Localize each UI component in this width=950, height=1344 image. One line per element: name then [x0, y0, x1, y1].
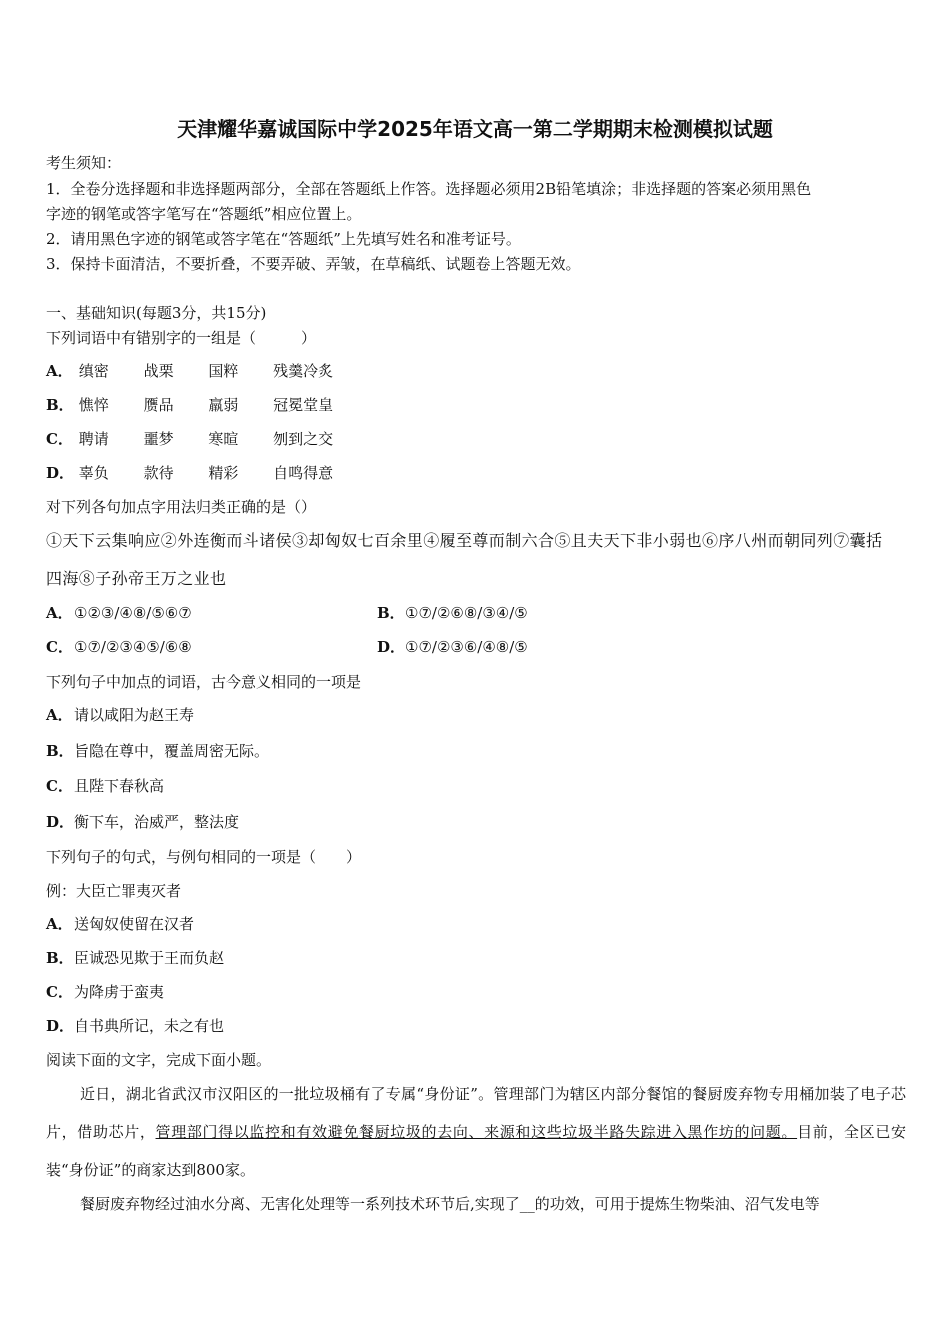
section-heading: 一、基础知识(每题3分，共15分): [46, 304, 267, 322]
option-label: A．: [46, 604, 73, 622]
option-label: A．: [46, 706, 73, 724]
q3-stem: 下列句子中加点的词语，古今意义相同的一项是: [46, 673, 362, 691]
option-text: ①②③/④⑧/⑤⑥⑦: [74, 604, 192, 622]
option-text: 送匈奴使留在汉者: [74, 915, 195, 933]
option-label: B．: [46, 949, 74, 967]
q4-stem: 下列句子的句式，与例句相同的一项是（ ）: [46, 848, 362, 866]
q1-option-b: [46, 394, 363, 415]
q4-option-d: [46, 1015, 224, 1036]
word: 冠冕堂皇: [273, 396, 334, 414]
reading-paragraph-1: [46, 1075, 906, 1189]
option-text: 请以咸阳为赵王寿: [74, 706, 195, 724]
q1-option-d: [46, 462, 363, 483]
word: 寒暄: [208, 430, 239, 448]
q3-option-d: [46, 811, 239, 832]
reading-instruction: 阅读下面的文字，完成下面小题。: [46, 1051, 272, 1069]
option-label: D．: [46, 1017, 75, 1035]
option-text: 且陛下春秋高: [74, 777, 165, 795]
q2-option-c: [46, 636, 192, 657]
underlined-sentence: 管理部门得以监控和有效避免餐厨垃圾的去向、来源和这些垃圾半路失踪进入黑作坊的问题。: [155, 1123, 798, 1141]
notice-item-3: 3．保持卡面清洁，不要折叠，不要弄破、弄皱，在草稿纸、试题卷上答题无效。: [46, 255, 581, 273]
q2-option-b: [377, 602, 528, 623]
notice-heading: 考生须知：: [46, 154, 122, 172]
option-text: 为降虏于蛮夷: [74, 983, 165, 1001]
option-text: 衡下车，治威严，整法度: [74, 813, 240, 831]
word: 噩梦: [143, 430, 174, 448]
option-label: C．: [46, 983, 73, 1001]
word: 残羹冷炙: [273, 362, 334, 380]
option-label: C．: [46, 777, 73, 795]
q3-option-a: [46, 704, 194, 725]
word: 羸弱: [208, 396, 239, 414]
q1-stem: 下列词语中有错别字的一组是（ ）: [46, 329, 317, 347]
notice-item-2: 2．请用黑色字迹的钢笔或答字笔在“答题纸”上先填写姓名和准考证号。: [46, 230, 521, 248]
word: 精彩: [208, 464, 239, 482]
option-label: B．: [46, 396, 74, 414]
word: 款待: [143, 464, 174, 482]
q2-stem: 对下列各句加点字用法归类正确的是（）: [46, 498, 317, 516]
word: 刎到之交: [273, 430, 334, 448]
word: 国粹: [208, 362, 239, 380]
option-label: C．: [46, 430, 73, 448]
option-text: ①⑦/②③⑥/④⑧/⑤: [405, 638, 528, 656]
q2-option-d: [377, 636, 528, 657]
q3-option-b: [46, 740, 269, 761]
word: 缜密: [78, 362, 109, 380]
word: 憔悴: [78, 396, 109, 414]
q4-option-a: [46, 913, 194, 934]
q2-passage-line-1: ①天下云集响应②外连衡而斗诸侯③却匈奴七百余里④履至尊而制六合⑤且夫天下非小弱也⑥序八州而朝同列⑦囊括: [46, 531, 883, 550]
q2-passage-line-2: 四海⑧子孙帝王万之业也: [46, 569, 227, 588]
notice-item-1: 1．全卷分选择题和非选择题两部分，全部在答题纸上作答。选择题必须用2B铅笔填涂；非选择题的答案必须用黑色: [46, 180, 812, 198]
option-label: B．: [46, 742, 74, 760]
word: 赝品: [143, 396, 174, 414]
option-text: 自书典所记，未之有也: [74, 1017, 225, 1035]
notice-item-1-cont: 字迹的钢笔或答字笔写在“答题纸”相应位置上。: [46, 205, 362, 223]
q1-option-a: [46, 360, 363, 381]
option-label: D．: [46, 813, 75, 831]
option-label: D．: [377, 638, 406, 656]
q4-example: 例：大臣亡罪夷灭者: [46, 882, 182, 900]
word: 聘请: [78, 430, 109, 448]
q3-option-c: [46, 775, 164, 796]
option-label: C．: [46, 638, 73, 656]
option-label: A．: [46, 362, 73, 380]
paragraph-text: 目前，全区已安装“身份证”的商家达到800家。: [46, 1123, 906, 1179]
option-text: ①⑦/②③④⑤/⑥⑧: [74, 638, 192, 656]
word: 战栗: [143, 362, 174, 380]
q1-option-c: [46, 428, 363, 449]
q4-option-c: [46, 981, 164, 1002]
option-text: 旨隐在尊中，覆盖周密无际。: [74, 742, 270, 760]
word: 辜负: [78, 464, 109, 482]
paragraph-text: 近日，湖北省武汉市汉阳区的一批垃圾桶有了专属“身份证”。管理部门为辖区内部分餐馆的餐厨废弃物专用桶加装了电子芯片，借助芯片，: [46, 1085, 906, 1141]
q2-option-a: [46, 602, 192, 623]
word: 自鸣得意: [273, 464, 334, 482]
option-label: D．: [46, 464, 75, 482]
option-label: A．: [46, 915, 73, 933]
page-title: 天津耀华嘉诚国际中学2025年语文高一第二学期期末检测模拟试题: [177, 117, 773, 141]
option-text: 臣诚恐见欺于王而负赵: [74, 949, 225, 967]
reading-paragraph-2: 餐厨废弃物经过油水分离、无害化处理等一系列技术环节后,实现了__的功效，可用于提炼生物柴油、沼气发电等: [80, 1195, 820, 1213]
option-label: B．: [377, 604, 405, 622]
option-text: ①⑦/②⑥⑧/③④/⑤: [405, 604, 528, 622]
q4-option-b: [46, 947, 224, 968]
